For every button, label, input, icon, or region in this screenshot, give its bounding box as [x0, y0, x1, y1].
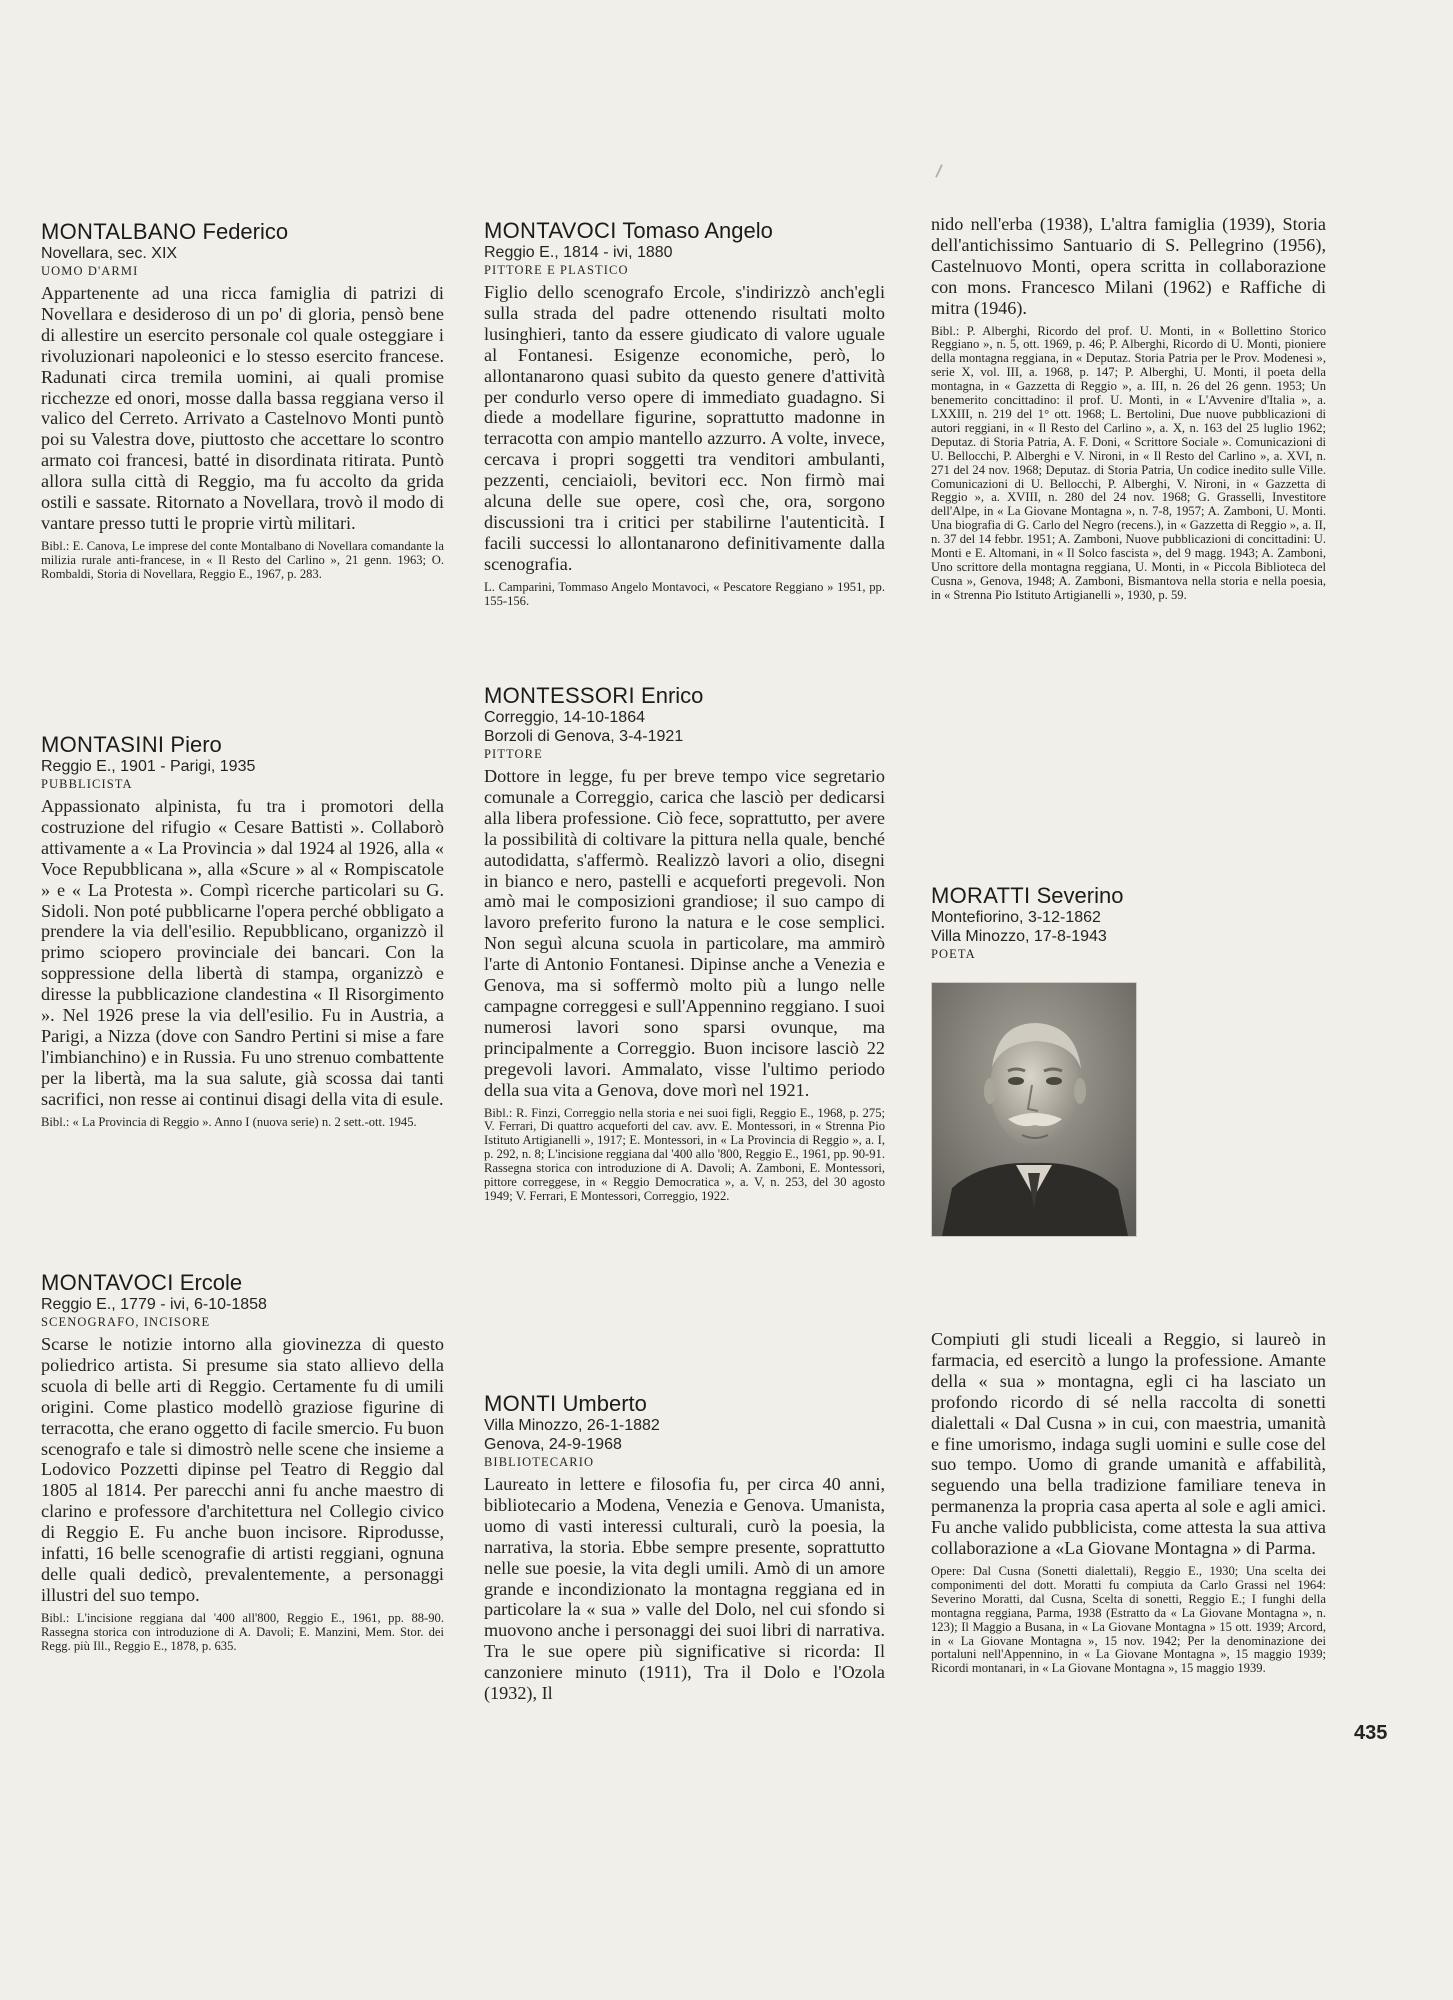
bibliography: Bibl.: « La Provincia di Reggio ». Anno I (nuova serie) n. 2 sett.-ott. 1945. — [41, 1114, 417, 1129]
entry-heading — [484, 684, 885, 708]
given-name: Umberto — [562, 1391, 647, 1416]
birth-place-date: Reggio E., 1779 - ivi, 6-10-1858 — [41, 1296, 267, 1313]
biography-text-continued: nido nell'erba (1938), L'altra famiglia (1939), Storia dell'antichissimo Santuario di S. Pellegrino (1956), Castelnuovo Monti, opera scritta in collaborazione con mons. Francesco Milani (1962) e Raffiche di mitra (1946). — [931, 214, 1326, 318]
biography-text: Appassionato alpinista, fu tra i promotori della costruzione del rifugio « Cesare Battisti ». Collaborò attivamente a « La Provincia » dal 1924 al 1926, alla « Voce Repubblicana », alla «Scure » al « Rompiscatole » e « La Protesta ». Compì ricerche particolari su G. Sidoli. Non poté pubblicarne l'opera perché obbligato a prendere la via dell'esilio. Repubblicano, organizzò il primo sciopero provinciale dei bancari. Con la soppressione della libertà di stampa, organizzò e diresse la pubblicazione clandestina « Il Risorgimento ». Nel 1926 prese la via dell'esilio. Fu in Austria, a Parigi, a Nizza (dove con Sandro Pertini si mise a fare l'imbianchino) e in Russia. Fu uno strenuo combattente per la libertà, ma la sua salute, già scossa dai tanti sacrifici, non resse ai continui disagi della vita di esule. — [41, 796, 444, 1109]
entry-heading — [484, 219, 885, 243]
biography-text: Scarse le notizie intorno alla giovinezza di questo poliedrico artista. Si presume sia stato allievo della scuola di belle arti di Reggio. Certamente fu di umili origini. Come plastico modellò graziose figurine di terracotta, che erano oggetto di facile smercio. Fu buon scenografo e tale si dimostrò nelle scene che insieme a Lodovico Pozzetti dipinse pel Teatro di Reggio dal 1805 al 1814. Per parecchi anni fu anche maestro di clarino e professore d'architettura nel Collegio civico di Reggio E. Fu anche buon incisore. Riprodusse, infatti, 16 belle scenografie di artisti reggiani, ognuna delle quali dedicò, prevalentemente, a personaggi illustri del suo tempo. — [41, 1334, 444, 1605]
given-name: Tomaso Angelo — [622, 218, 773, 243]
entry-monti-continued — [931, 214, 1326, 603]
entry-heading — [931, 884, 1326, 908]
birth-place-date: Novellara, sec. XIX — [41, 245, 178, 262]
bibliography: Opere: Dal Cusna (Sonetti dialettali), Reggio E., 1930; Una scelta dei componimenti del dott. Moratti fu compiuta da Carlo Grassi nel 1964: Severino Moratti, dal Cusna, Scelta di sonetti, Reggio E.; I funghi della montagna reggiana, Parma, 1938 (Estratto da « La Giovane Montagna », n. 123); Il Maggio a Busana, in « La Giovane Montagna » 15 ott. 1939; Arcord, in « La Giovane Montagna », 15 nov. 1942; Per la denominazione dei portaluni nell'Appennino, in « La Giovane Montagna », 15 maggio 1939; Ricordi montanari, in « La Giovane Montagna », 15 maggio 1939. — [931, 1563, 1326, 1676]
entry-montalbano — [41, 220, 444, 582]
given-name: Ercole — [179, 1270, 243, 1295]
column-middle — [484, 0, 885, 1720]
bibliography: Bibl.: L'incisione reggiana dal '400 all'800, Reggio E., 1961, pp. 88-90. Rassegna storica con introduzione di A. Davoli; E. Manzini, Mem. Stor. dei Regg. più Ill., Reggio E., 1878, p. 635. — [41, 1610, 444, 1653]
page-number: 435 — [1354, 1722, 1388, 1744]
death-place-date: Villa Minozzo, 17-8-1943 — [931, 928, 1107, 945]
given-name: Enrico — [641, 683, 704, 708]
bibliography: Bibl.: P. Alberghi, Ricordo del prof. U. Monti, in « Bollettino Storico Reggiano », n. 5, ott. 1969, p. 46; P. Alberghi, Ricordo di U. Monti, pioniere della montagna reggiana, in « Deputaz. Storia Patria per le Prov. Modenesi », serie X, vol. III, a. 1968, p. 147; P. Alberghi, U. Monti, il poeta della montagna, in « Gazzetta di Reggio », a. III, n. 26 del 26 genn. 1953; Un benemerito concittadino: il prof. U. Monti, in « L'Avvenire d'Italia », a. LXXIII, n. 219 del 1° ott. 1968; L. Bertolini, Due nuove pubblicazioni di autori reggiani, in « Il Resto del Carlino », a. X, n. 163 del 25 luglio 1962; Deputaz. di Storia Patria, A. F. Doni, « Scrittore Sociale ». Comunicazioni di U. Bellocchi, P. Alberghi e V. Nironi, in « Il Resto del Carlino », a. XVI, n. 271 del 24 nov. 1968; Deputaz. di Storia Patria, Un codice inedito sulle Ville. Comunicazioni di U. Bellocchi, P. Alberghi, V. Nironi, in « Gazzetta di Reggio », a. XVIII, n. 280 del 24 nov. 1968; G. Grasselli, Investitore dell'Alpe, in « La Giovane Montagna », n. 7-8, 1957; A. Zamboni, U. Monti. Una biografia di G. Carlo del Negro (recens.), in « Gazzetta di Reggio », a. II, n. 37 del 14 febbr. 1951; A. Zamboni, Nuove pubblicazioni di concittadini: U. Monti e E. Altomani, in « Il Solco fascista », del 9 magg. 1943; A. Zamboni, Uno scrittore della montagna reggiana, U. Monti, in « Piccola Biblioteca del Cusna », Genova, 1948; A. Zamboni, Bismantova nella storia e nella poesia, in « Strenna Pio Istituto Artigianelli », 1930, p. 59. — [931, 323, 1326, 602]
profession: PITTORE E PLASTICO — [484, 263, 629, 277]
entry-monti — [484, 1392, 885, 1704]
biography-text: Figlio dello scenografo Ercole, s'indirizzò anch'egli sulla strada del padre ottenendo risultati molto lusinghieri, tanto da essere giudicato di valore uguale al Fontanesi. Esigenze economiche, però, lo allontanarono quasi subito da questo genere d'attività per condurlo verso opere di immediato guadagno. Si diede a modellare figurine, soprattutto madonne in terracotta con ampio mantello azzurro. A volte, invece, cercava i propri soggetti tra venditori ambulanti, pezzenti, cenciaioli, bevitori ecc. Non firmò mai alcuna delle sue opere, così che, ora, sorgono discussioni tra i critici per stabilirne l'autenticità. I facili successi lo allontanarono definitivamente dalla scenografia. — [484, 282, 885, 574]
surname: MONTESSORI — [484, 683, 635, 708]
profession: BIBLIOTECARIO — [484, 1455, 595, 1469]
entry-moratti — [931, 884, 1326, 1676]
biography-text: Appartenente ad una ricca famiglia di patrizi di Novellara e desideroso di un po' di gloria, pensò bene di allestire un esercito personale col quale osteggiare i rivoluzionari napoleonici e lo stesso esercito francese. Radunati circa tremila uomini, ai quali promise ricchezze ed onori, mosse dalla bassa reggiana verso il valico del Cerreto. Arrivato a Castelnovo Monti puntò poi su Valestra dove, piuttosto che accettare lo scontro armato coi francesi, batté in disordinata ritirata. Puntò allora sulla città di Reggio, ma fu accolto da grida ostili e sassate. Ritornato a Novellara, trovò il modo di vantare presso tutti le proprie virtù militari. — [41, 283, 444, 533]
surname: MONTALBANO — [41, 219, 197, 244]
given-name: Piero — [170, 732, 222, 757]
surname: MONTASINI — [41, 732, 165, 757]
column-right — [931, 0, 1326, 1720]
profession: UOMO D'ARMI — [41, 264, 139, 278]
surname: MONTAVOCI — [41, 1270, 174, 1295]
entry-heading — [41, 733, 444, 757]
surname: MORATTI — [931, 883, 1031, 908]
profession: SCENOGRAFO, INCISORE — [41, 1315, 211, 1329]
biography-text: Dottore in legge, fu per breve tempo vice segretario comunale a Correggio, carica che lasciò per dedicarsi alla libera professione. Ciò fece, soprattutto, per avere la possibilità di coltivare la pittura nella quale, benché autodidatta, s'affermò. Realizzò lavori a olio, disegni in bianco e nero, pastelli e acqueforti pregevoli. Non amò mai le composizioni grandiose; il suo campo di lavoro preferito furono la natura e le cose semplici. Non seguì alcuna scuola in particolare, ma ammirò l'arte di Antonio Fontanesi. Dipinse anche a Venezia e Genova, ma si soffermò molto più a lungo nelle campagne correggesi e sull'Appennino reggiano. I suoi numerosi lavori sono sparsi ovunque, ma principalmente a Correggio. Buon incisore lasciò 22 pregevoli lavori. Ammalato, visse l'ultimo periodo della sua vita a Genova, dove morì nel 1921. — [484, 766, 885, 1100]
column-left — [41, 0, 444, 1720]
bibliography: L. Camparini, Tommaso Angelo Montavoci, « Pescatore Reggiano » 1951, pp. 155-156. — [484, 579, 885, 608]
profession: PITTORE — [484, 747, 543, 761]
entry-heading — [41, 1271, 444, 1295]
birth-place-date: Reggio E., 1901 - Parigi, 1935 — [41, 758, 256, 775]
biography-text: Laureato in lettere e filosofia fu, per circa 40 anni, bibliotecario a Modena, Venezia e Genova. Umanista, uomo di vasti interessi culturali, curò la poesia, la narrativa, la storia. Ebbe sempre presente, soprattutto nelle sue poesie, la vita degli umili. Amò di un amore grande e incondizionato la montagna reggiana ed in particolare la « sua » valle del Dolo, nel cui sfondo si muovono anche i personaggi dei suoi libri di narrativa. Tra le sue opere più significative si ricorda: Il canzoniere minuto (1911), Tra il Dolo e l'Ozola (1932), Il — [484, 1474, 885, 1704]
entry-montavoci-tomaso — [484, 219, 885, 609]
surname: MONTAVOCI — [484, 218, 617, 243]
given-name: Federico — [202, 219, 289, 244]
birth-place-date: Montefiorino, 3-12-1862 — [931, 909, 1101, 926]
profession: POETA — [931, 947, 976, 961]
portrait-image — [932, 983, 1136, 1236]
death-place-date: Borzoli di Genova, 3-4-1921 — [484, 728, 684, 745]
entry-heading — [41, 220, 444, 244]
profession: PUBBLICISTA — [41, 777, 133, 791]
portrait-photo — [931, 982, 1137, 1237]
entry-heading — [484, 1392, 885, 1416]
birth-place-date: Correggio, 14-10-1864 — [484, 709, 645, 726]
birth-place-date: Reggio E., 1814 - ivi, 1880 — [484, 244, 673, 261]
death-place-date: Genova, 24-9-1968 — [484, 1436, 622, 1453]
surname: MONTI — [484, 1391, 557, 1416]
biography-text: Compiuti gli studi liceali a Reggio, si laureò in farmacia, ed esercitò a lungo la professione. Amante della « sua » montagna, egli ci ha lasciato un profondo ricordo di sé nella raccolta di sonetti dialettali « Dal Cusna » in cui, con maestria, umanità e fine umorismo, indaga sugli uomini e sulle cose del suo tempo. Uomo di grande umanità e affabilità, seguendo una bella tradizione familiare teneva in permanenza la propria casa aperta al sole e agli amici. Fu anche valido pubblicista, come attesta la sua attiva collaborazione a «La Giovane Montagna » di Parma. — [931, 1329, 1326, 1559]
given-name: Severino — [1036, 883, 1124, 908]
entry-montavoci-ercole — [41, 1271, 444, 1654]
entry-montessori — [484, 684, 885, 1204]
birth-place-date: Villa Minozzo, 26-1-1882 — [484, 1417, 660, 1434]
entry-montasini — [41, 733, 444, 1130]
bibliography: Bibl.: R. Finzi, Correggio nella storia e nei suoi figli, Reggio E., 1968, p. 275; V. Ferrari, Di quattro acqueforti del cav. avv. E. Montessori, in « Strenna Pio Istituto Artigianelli », 1917; E. Montessori, in « La Provincia di Reggio », a. I, p. 292, n. 8; L'incisione reggiana dal '400 allo '800, Reggio E., 1961, pp. 90-91. Rassegna storica con introduzione di A. Davoli; A. Zamboni, E. Montessori, pittore correggese, in « Reggio Democratica », a. V, n. 253, del 30 agosto 1949; V. Ferrari, E Montessori, Correggio, 1922. — [484, 1105, 885, 1203]
bibliography: Bibl.: E. Canova, Le imprese del conte Montalbano di Novellara comandante la milizia rurale anti-francese, in « Il Resto del Carlino », 21 genn. 1963; O. Rombaldi, Storia di Novellara, Reggio E., 1967, p. 283. — [41, 538, 444, 581]
